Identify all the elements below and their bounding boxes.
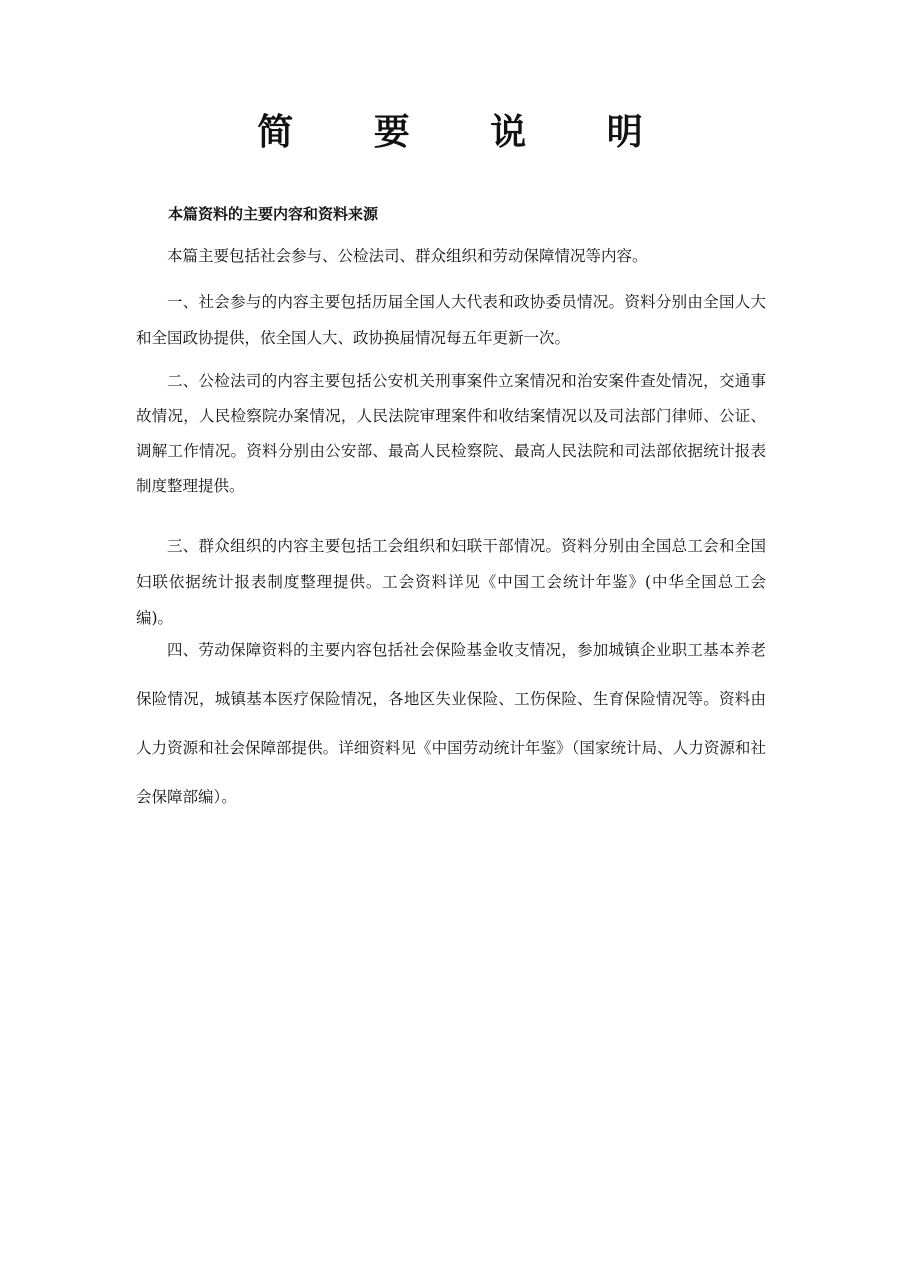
paragraph-social-participation: 一、社会参与的内容主要包括历届全国人大代表和政协委员情况。资料分别由全国人大和全国政协提供，依全国人大、政协换届情况每五年更新一次。 <box>136 293 766 347</box>
paragraph-mass-organizations: 三、群众组织的内容主要包括工会组织和妇联干部情况。资料分别由全国总工会和全国妇联依据统计报表制度整理提供。工会资料详见《中国工会统计年鉴》(中华全国总工会编)。 <box>136 537 766 627</box>
paragraph-public-security-judicial: 二、公检法司的内容主要包括公安机关刑事案件立案情况和治安案件查处情况，交通事故情况，人民检察院办案情况，人民法院审理案件和收结案情况以及司法部门律师、公证、调解工作情况。资料分别由公安部、最高人民检察院、最高人民法院和司法部依据统计报表制度整理提供。 <box>136 372 766 495</box>
section-subtitle: 本篇资料的主要内容和资料来源 <box>168 205 379 223</box>
intro-paragraph: 本篇主要包括社会参与、公检法司、群众组织和劳动保障情况等内容。 <box>167 247 648 265</box>
paragraph-labor-security: 四、劳动保障资料的主要内容包括社会保险基金收支情况，参加城镇企业职工基本养老保险情况，城镇基本医疗保险情况，各地区失业保险、工伤保险、生育保险情况等。资料由人力资源和社会保障部提供。详细资料见《中国劳动统计年鉴》（国家统计局、人力资源和社会保障部编）。 <box>136 641 766 806</box>
page-title: 简 要 说 明 <box>257 112 677 153</box>
